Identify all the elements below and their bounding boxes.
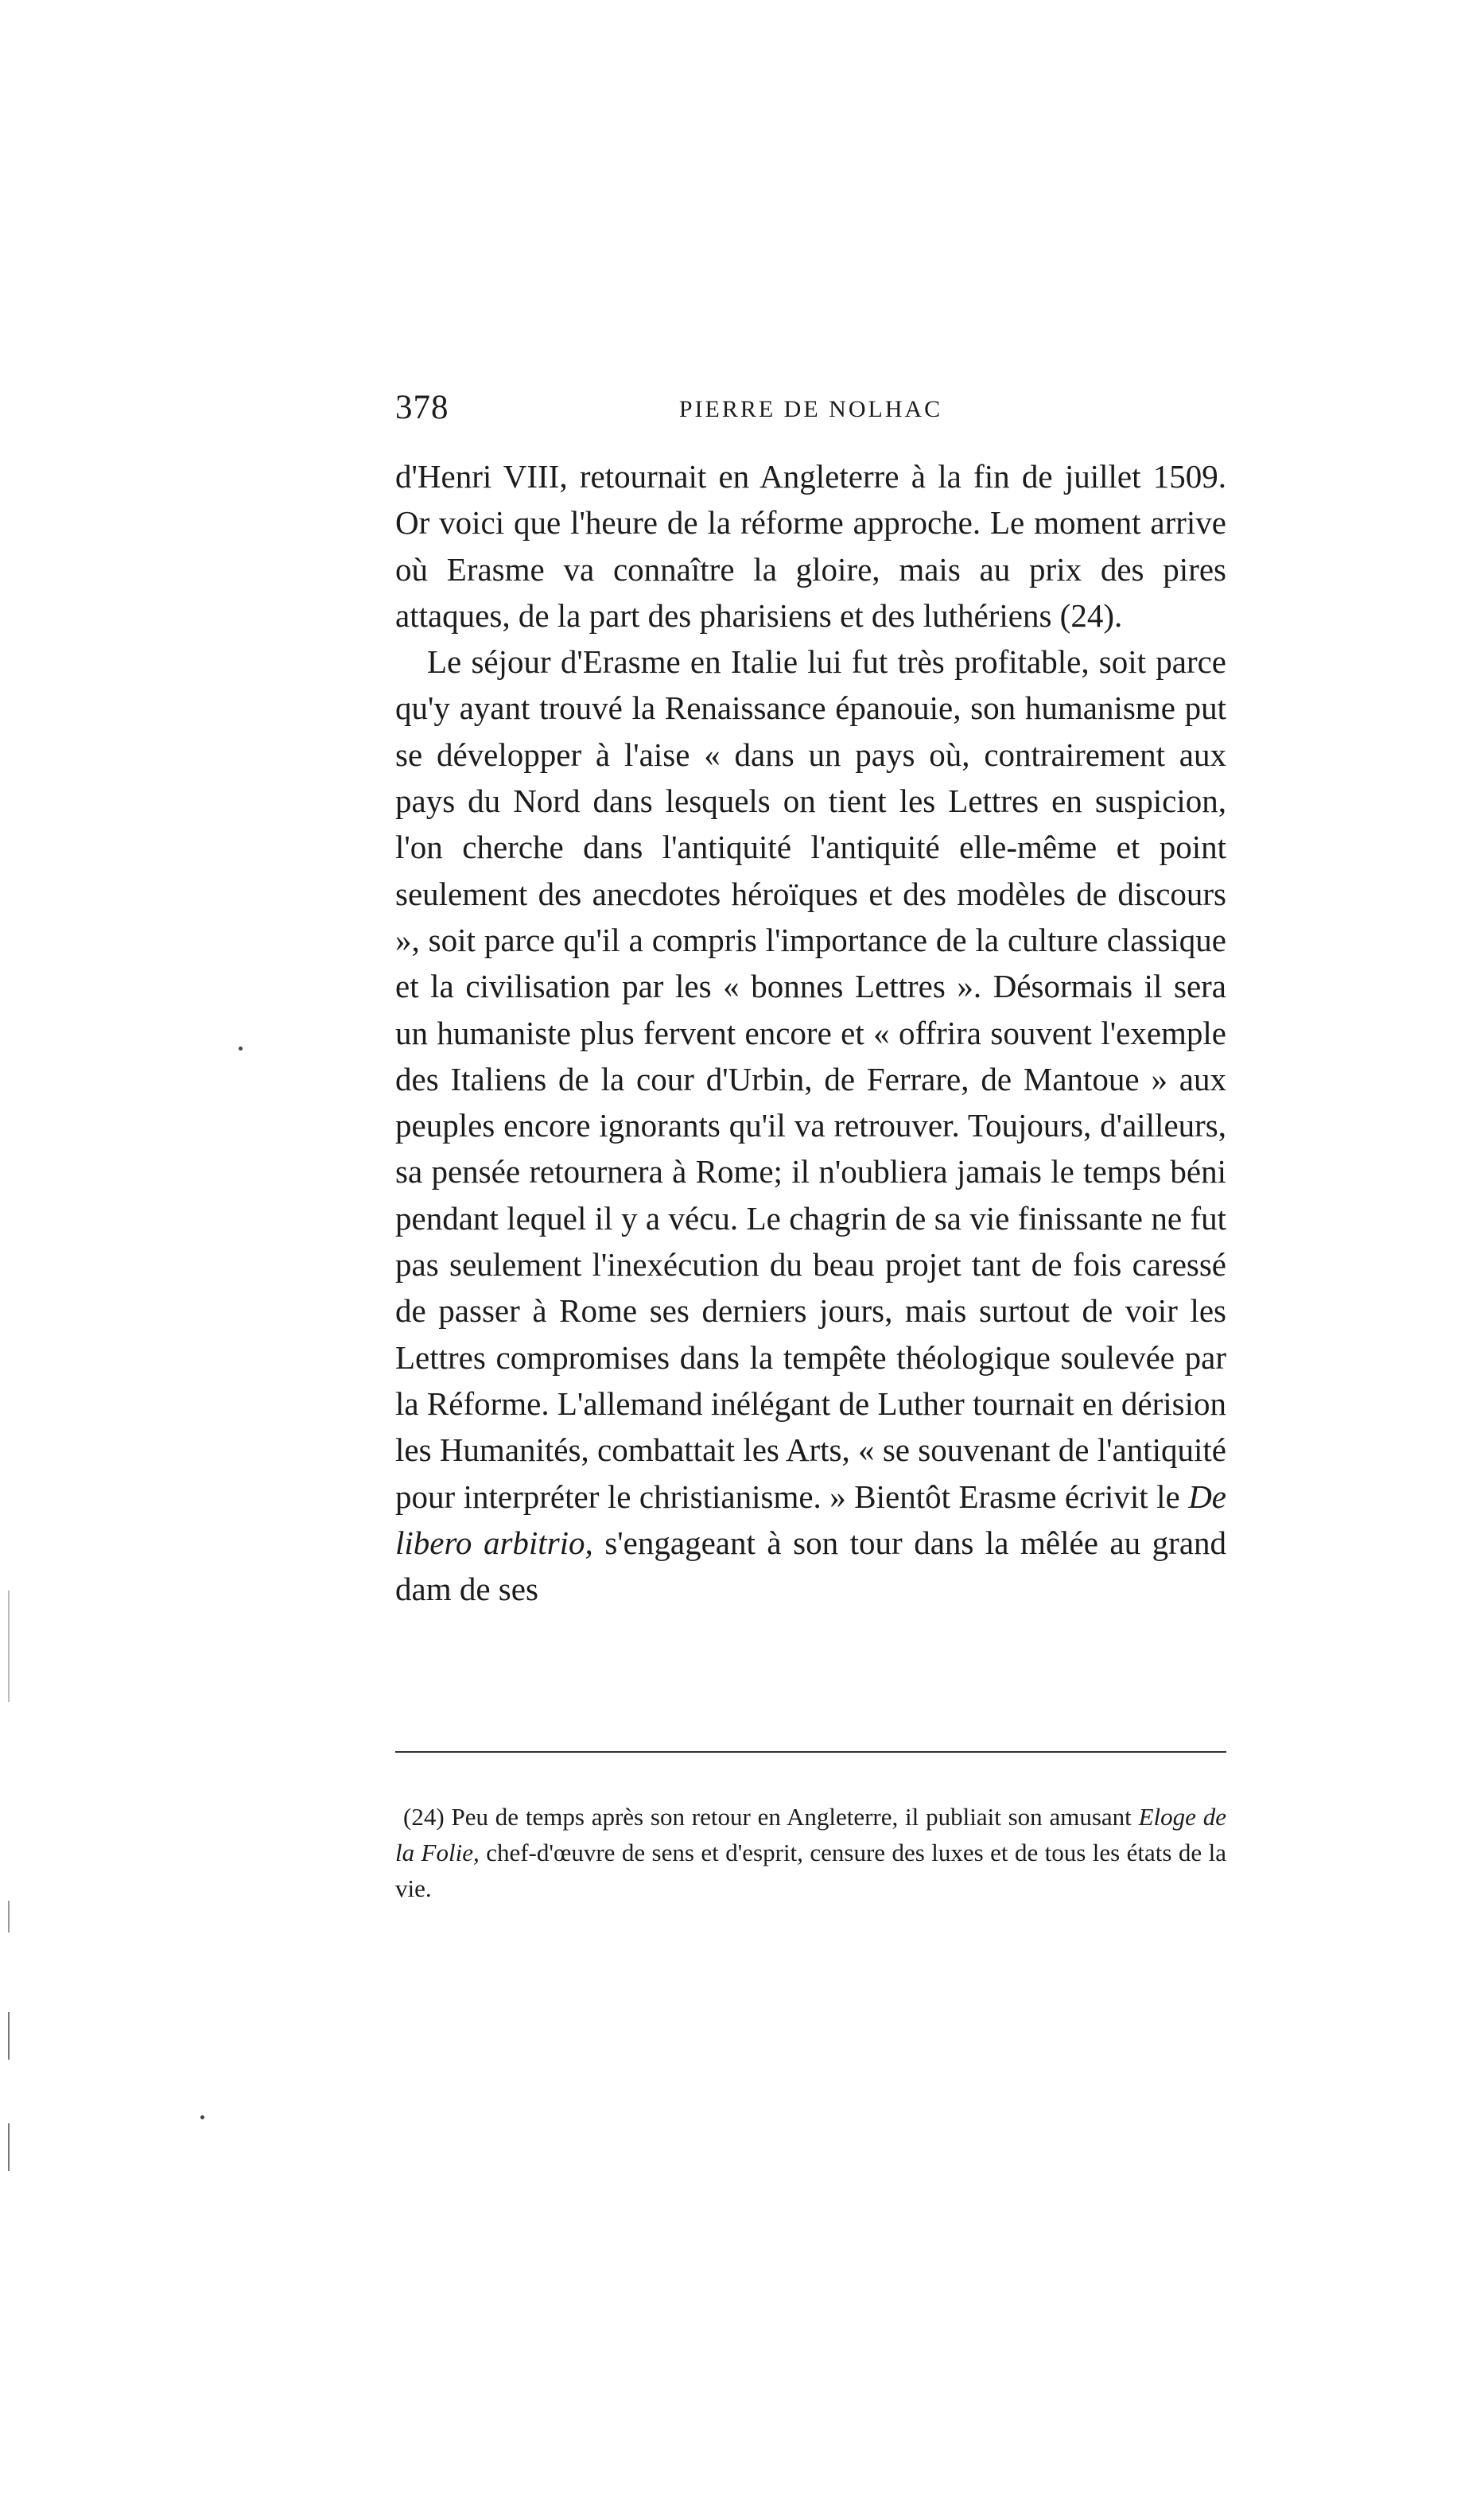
scan-mark: [239, 1047, 243, 1051]
body-text: [395, 453, 1226, 1612]
scan-mark: [8, 2123, 10, 2171]
scan-mark: [200, 2115, 204, 2119]
scan-mark: [8, 1590, 10, 1702]
running-head: PIERRE DE NOLHAC: [678, 396, 943, 422]
scan-mark: [8, 1901, 10, 1932]
footnote: [395, 1799, 1226, 1906]
paragraph: [395, 639, 1226, 1612]
paragraph-text: s'engageant à son tour dans la mêlée au grand dam de ses: [395, 1524, 1227, 1608]
footnote-text: chef-d'œuvre de sens et d'esprit, censure des luxes et de tous les états de la vie.: [395, 1839, 1226, 1902]
footnote-divider: [395, 1751, 1226, 1753]
footnote-text: (24) Peu de temps après son retour en Angleterre, il publiait son amusant: [403, 1803, 1132, 1831]
book-title: De libero arbitrio,: [395, 1478, 1227, 1561]
footnote-book-title: Eloge de la Folie,: [395, 1803, 1226, 1866]
paragraph-text: Le séjour d'Erasme en Italie lui fut très profitable, soit parce qu'y ayant trouvé la Renaissance épanouie, son humanisme put se développer à l'aise « dans un pays où, contrairement aux pays du Nord dans lesquels on tient les Lettres en suspicion, l'on cherche dans l'antiquité l'antiquité elle-même et point seulement des anecdotes héroïques et des modèles de discours », soit parce qu'il a compris l'importance de la culture classique et la civilisation par les « bonnes Lettres ». Désormais il sera un humaniste plus fervent encore et « offrira souvent l'exemple des Italiens de la cour d'Urbin, de Ferrare, de Mantoue » aux peuples encore ignorants qu'il va retrouver. Toujours, d'ailleurs, sa pensée retournera à Rome; il n'oubliera jamais le temps béni pendant lequel il y a vécu. Le chagrin de sa vie finissante ne fut pas seulement l'inexécution du beau projet tant de fois caressé de passer à Rome ses derniers jours, mais surtout de voir les Lettres compromises dans la tempête théologique soulevée par la Réforme. L'allemand inélégant de Luther tournait en dérision les Humanités, combattait les Arts, « se souvenant de l'antiquité pour interpréter le christianisme. » Bientôt Erasme écrivit le: [395, 643, 1226, 1515]
scan-mark: [8, 2012, 10, 2060]
paragraph: d'Henri VIII, retournait en Angleterre à la fin de juillet 1509. Or voici que l'heure de la réforme approche. Le moment arrive où Erasme va connaître la gloire, mais au prix des pires attaques, de la part des pharisiens et des luthériens (24).: [395, 458, 1226, 634]
page-header: [395, 388, 1226, 436]
page-number: 378: [395, 389, 449, 426]
